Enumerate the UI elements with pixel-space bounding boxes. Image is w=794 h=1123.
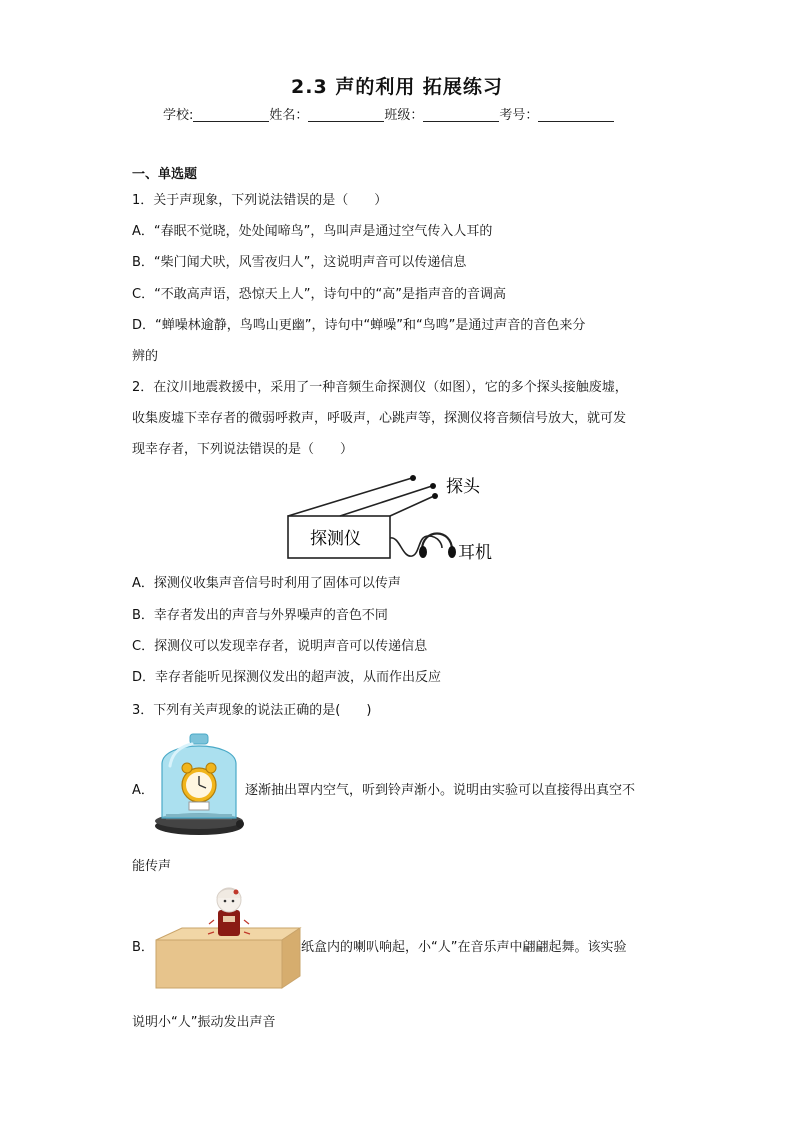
school-label: 学校: [163,108,194,123]
q3-option-b-cont: 说明小“人”振动发出声音 [132,1015,276,1030]
class-blank[interactable] [423,107,499,122]
school-blank[interactable] [193,107,269,122]
probe-wire-3 [390,496,434,516]
q1-option-d-cont: 辨的 [132,349,159,364]
q3-stem: 3．下列有关声现象的说法正确的是( ) [132,703,372,718]
probe-tip-2 [430,483,436,489]
earphone-label: 耳机 [458,543,492,563]
page-title: 2.3 声的利用 拓展练习 [291,76,503,98]
q2-option-c: C．探测仪可以发现幸存者，说明声音可以传递信息 [132,639,428,654]
q1-stem: 1．关于声现象，下列说法错误的是（ ） [132,193,388,208]
earphone-cup-left [419,546,427,558]
q1-option-c: C．“不敢高声语，恐惊天上人”，诗句中的“高”是指声音的音调高 [132,287,507,302]
q2-option-b: B．幸存者发出的声音与外界噪声的音色不同 [132,608,388,623]
q3-option-a-label: A． [132,783,154,798]
class-label: 班级： [384,108,424,123]
name-blank[interactable] [308,107,384,122]
section-heading: 一、单选题 [132,167,198,182]
q1-option-a: A．“春眠不觉晓，处处闻啼鸟”，鸟叫声是通过空气传入人耳的 [132,224,493,239]
bell-jar-image [152,730,246,840]
q2-stem-line3: 现幸存者，下列说法错误的是（ ） [132,442,354,457]
q2-stem-line2: 收集废墟下幸存者的微弱呼救声，呼吸声，心跳声等，探测仪将音频信号放大，就可发 [132,411,627,426]
paper-box-doll-image [152,884,304,992]
q1-option-d: D．“蝉噪林逾静，鸟鸣山更幽”，诗句中“蝉噪”和“鸟鸣”是通过声音的音色来分 [132,318,586,333]
probe-tip-3 [432,493,438,499]
probe-wire-1 [288,478,412,516]
q3-option-b-text: 纸盒内的喇叭响起，小“人”在音乐声中翩翩起舞。该实验 [301,940,627,955]
q2-option-d: D．幸存者能听见探测仪发出的超声波，从而作出反应 [132,670,442,685]
number-blank[interactable] [538,107,614,122]
number-label: 考号： [499,108,539,123]
q3-option-a-cont: 能传声 [132,859,172,874]
student-info-line [163,104,614,123]
earphone-cup-right [448,546,456,558]
name-label: 姓名： [269,108,309,123]
probe-tip-1 [410,475,416,481]
detector-figure [280,466,520,566]
q2-stem-line1: 2．在汶川地震救援中，采用了一种音频生命探测仪（如图），它的多个探头接触废墟， [132,380,628,395]
box-front [156,940,282,988]
device-label: 探测仪 [310,529,361,549]
q3-option-a-text: 逐渐抽出罩内空气，听到铃声渐小。说明由实验可以直接得出真空不 [245,783,636,798]
probe-label: 探头 [446,477,480,497]
q2-option-a: A．探测仪收集声音信号时利用了固体可以传声 [132,576,401,591]
q3-option-b-label: B． [132,940,154,955]
earphone-cable [390,536,442,556]
probe-wire-2 [340,486,432,516]
q1-option-b: B．“柴门闻犬吠，风雪夜归人”，这说明声音可以传递信息 [132,255,467,270]
